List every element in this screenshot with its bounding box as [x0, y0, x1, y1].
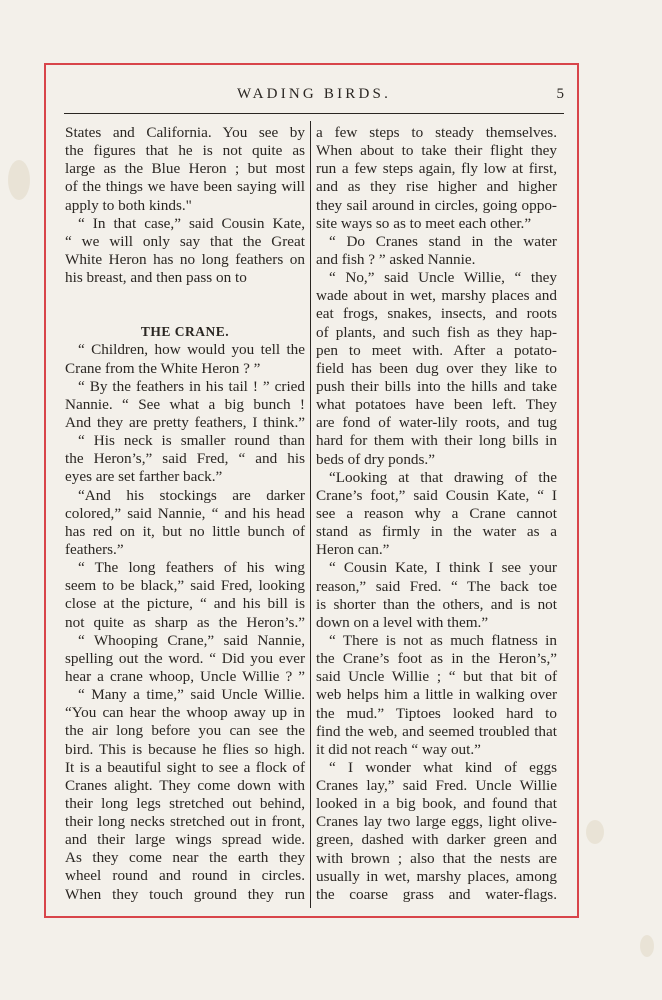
paper-stain [8, 160, 30, 200]
text-line: has red on it, but no little bunch of [65, 522, 305, 540]
text-line: a few steps to steady themselves. [316, 124, 557, 141]
text-line: beds of dry ponds.” [316, 450, 435, 468]
text-line: “ There is not as much flatness in [329, 631, 557, 649]
text-line: “ Cousin Kate, I think I see your [329, 559, 557, 577]
text-line: the Crane’s foot as in the Heron’s,” [316, 650, 557, 668]
text-line: the mud.” Tiptoes looked hard to [316, 704, 557, 722]
text-line: Nannie. “ See what a big bunch ! [65, 395, 305, 413]
text-line: green, dashed with darker green and [316, 831, 557, 849]
text-line: his breast, and then pass on to [65, 269, 247, 287]
text-line: “ By the feathers in his tail ! ” cried [78, 377, 305, 395]
text-line: “ In that case,” said Cousin Kate, [78, 214, 305, 232]
text-line: Crane’s foot,” said Cousin Kate, “ I [316, 486, 557, 504]
text-line [65, 287, 305, 305]
text-line: field has been dug over they like to [316, 359, 557, 377]
text-line: wade about in wet, marshy places and [316, 287, 557, 305]
text-line: pen to meet with. After a potato- [316, 341, 557, 359]
text-line: hard for them with their long bills in [316, 432, 557, 450]
text-line: hear a crane whoop, Uncle Willie ? ” [65, 667, 305, 685]
text-line: see a reason why a Crane cannot [316, 504, 557, 522]
paper-stain [586, 820, 604, 844]
text-line: bird. This is because he flies so high. [65, 740, 305, 758]
text-line: reason,” said Fred. “ The back toe [316, 577, 557, 595]
text-line: the air long before you can see the [65, 722, 305, 740]
text-line: close at the picture, “ and his bill is [65, 595, 305, 613]
text-line: Heron can.” [316, 541, 390, 559]
text-line: down on a level with them.” [316, 613, 489, 631]
text-line: White Heron has no long feathers on [65, 250, 305, 268]
paper-stain [640, 935, 654, 957]
running-head [64, 86, 564, 110]
text-line: their long necks stretched out in front, [65, 813, 305, 831]
text-line: are fond of water-lily roots, and tug [316, 414, 557, 432]
text-line: feathers.” [65, 540, 124, 558]
text-line: “ Many a time,” said Uncle Willie. [78, 686, 305, 704]
header-rule [64, 113, 564, 114]
text-line: run a few steps again, fly low at first, [316, 160, 557, 178]
text-line [65, 305, 305, 323]
text-line: “ His neck is smaller round than [78, 432, 305, 450]
text-line: stand as firmly in the water as a [316, 523, 557, 541]
text-line: Cranes alight. They come down with [65, 776, 305, 794]
text-line: “You can hear the whoop away up in [65, 704, 305, 722]
text-line: “ Whooping Crane,” said Nannie, [78, 631, 305, 649]
text-line: of plants, and such fish as they hap- [316, 323, 557, 341]
text-line: find the web, and seemed troubled that [316, 722, 557, 740]
text-line: said Uncle Willie ; “ but that bit of [316, 668, 557, 686]
page-number: 5 [556, 86, 564, 102]
text-line: States and California. You see by [65, 124, 305, 141]
running-title: WADING BIRDS. [236, 86, 392, 102]
text-line: wheel round and round in circles. [65, 867, 305, 885]
text-line: is shorter than the others, and is not [316, 595, 557, 613]
text-line: web helps him a little in walking over [316, 686, 557, 704]
text-line: As they come near the earth they [65, 849, 305, 867]
text-line: “And his stockings are darker [78, 486, 305, 504]
text-line: large as the Blue Heron ; but most [65, 160, 305, 178]
text-line: “ Do Cranes stand in the water [329, 232, 557, 250]
text-line: and fish ? ” asked Nannie. [316, 250, 476, 268]
text-line: “ I wonder what kind of eggs [329, 758, 557, 776]
text-line: When they touch ground they run [65, 885, 305, 903]
text-line: and their large wings spread wide. [65, 831, 305, 849]
text-line: push their bills into the hills and take [316, 377, 557, 395]
text-line: not quite as sharp as the Heron’s.” [65, 613, 305, 631]
right-column [316, 124, 557, 904]
text-line: eat frogs, snakes, insects, and roots [316, 305, 557, 323]
text-line: apply to both kinds." [65, 196, 192, 214]
text-line: the Heron’s,” said Fred, “ and his [65, 450, 305, 468]
text-line: of the things we have been saying will [65, 178, 305, 196]
column-divider [310, 121, 311, 908]
text-line: it did not reach “ way out.” [316, 740, 481, 758]
text-line: seem to be black,” said Fred, looking [65, 577, 305, 595]
text-line: And they are pretty feathers, I think.” [65, 413, 305, 431]
left-column [65, 124, 305, 904]
text-line: When about to take their flight they [316, 142, 557, 160]
text-line: Cranes lay,” said Fred. Uncle Willie [316, 777, 557, 795]
text-line: eyes are set farther back.” [65, 468, 223, 486]
text-line: what potatoes have been left. They [316, 396, 557, 414]
text-line: “ The long feathers of his wing [78, 559, 305, 577]
text-line: the coarse grass and water-flags. [316, 885, 557, 903]
text-line: spelling out the word. “ Did you ever [65, 649, 305, 667]
section-heading: THE CRANE. [140, 324, 230, 340]
text-line: they sail around in circles, going oppo- [316, 196, 557, 214]
text-line: site ways so as to meet each other.” [316, 214, 532, 232]
text-line: “ we will only say that the Great [65, 232, 305, 250]
text-line: It is a beautiful sight to see a flock of [65, 758, 305, 776]
text-line: their long legs stretched out behind, [65, 794, 305, 812]
text-line: looked in a big book, and found that [316, 795, 557, 813]
text-line: Cranes lay two large eggs, light olive- [316, 813, 557, 831]
text-line: “Looking at that drawing of the [329, 468, 557, 486]
text-line: “ Children, how would you tell the [78, 341, 305, 359]
text-line: with brown ; also that the nests are [316, 849, 557, 867]
text-line: colored,” said Nannie, “ and his head [65, 504, 305, 522]
text-line: and as they rise higher and higher [316, 178, 557, 196]
text-line: Crane from the White Heron ? ” [65, 359, 261, 377]
text-line: the figures that he is not quite as [65, 142, 305, 160]
text-line: “ No,” said Uncle Willie, “ they [329, 269, 557, 287]
text-line: usually in wet, marshy places, among [316, 867, 557, 885]
